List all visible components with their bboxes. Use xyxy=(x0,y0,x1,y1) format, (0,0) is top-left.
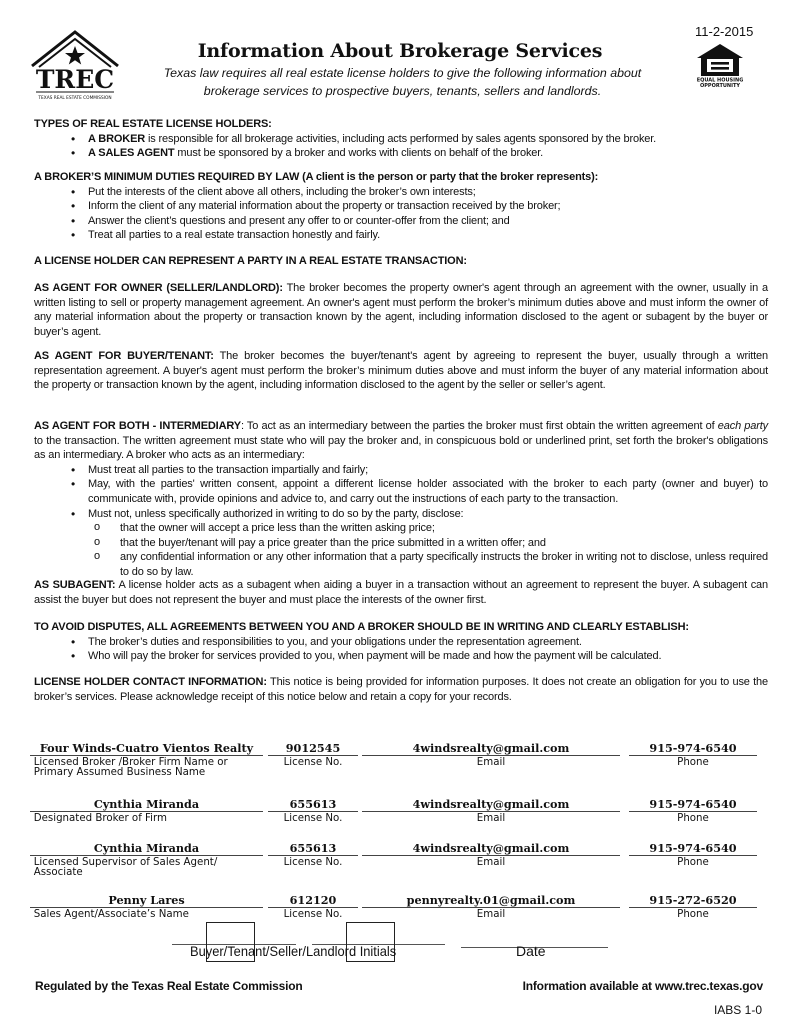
section-license-types xyxy=(34,117,768,161)
contact-row-sales-agent xyxy=(0,893,800,937)
field-label: License No. xyxy=(283,855,343,868)
email-value: 4windsrealty@gmail.com xyxy=(412,797,570,811)
license-number: 655613 xyxy=(289,841,337,855)
designated-broker-name: Cynthia Miranda xyxy=(93,797,200,811)
field-label: Sales Agent/Associate’s Name xyxy=(33,907,189,920)
field-label: License No. xyxy=(283,907,343,920)
phone-value: 915-974-6540 xyxy=(649,797,737,811)
page-title: Information About Brokerage Services xyxy=(197,40,603,62)
email-value: pennyrealty.01@gmail.com xyxy=(406,893,576,907)
page-subtitle: Texas law requires all real estate license holders to give the following information about brokerage services to prospective buyers, tenants, sellers and landlords. xyxy=(163,66,642,98)
field-label: Phone xyxy=(677,755,709,768)
trec-logo-icon xyxy=(30,28,120,100)
section-minimum-duties xyxy=(34,170,768,243)
section-agent-for-buyer: AS AGENT FOR BUYER/TENANT: The broker becomes the buyer/tenant's agent by agreeing to represent the buyer, usually through a written representation agreement. A buyer's agent must perform the broker’s minimum duties above and must inform the buyer of any material information about the property or transaction known by the agent, including information disclosed to the agent by the seller or seller’s agent. xyxy=(34,350,768,392)
section-contact-information: LICENSE HOLDER CONTACT INFORMATION: This notice is being provided for information purposes. It does not create an obligation for you to use the broker’s services. Please acknowledge receipt of this notice below and retain a copy for your records. xyxy=(34,676,768,703)
date-label: Date xyxy=(516,943,546,959)
phone-value: 915-974-6540 xyxy=(649,741,737,755)
list-item: • Who will pay the broker for services provided to you, when payment will be made and how the payment will be calculated. xyxy=(88,649,768,664)
svg-text:OPPORTUNITY: OPPORTUNITY xyxy=(699,83,741,88)
section-agent-for-owner: AS AGENT FOR OWNER (SELLER/LANDLORD): The broker becomes the property owner's agent through an agreement with the owner, usually in a written listing to sell or property management agreement. An owner's agent must perform the broker’s minimum duties above and must inform the owner of any material information about the property or transaction known by the agent, including information disclosed to the agent or subagent by the buyer or buyer’s agent. xyxy=(34,282,768,338)
section-heading: TO AVOID DISPUTES, ALL AGREEMENTS BETWEEN YOU AND A BROKER SHOULD BE IN WRITING AND CLEARLY ESTABLISH: xyxy=(34,621,689,633)
field-label: Email xyxy=(476,811,506,824)
footer-regulated-by: Regulated by the Texas Real Estate Commission xyxy=(35,979,303,993)
field-label: Email xyxy=(476,855,506,868)
section-subagent: AS SUBAGENT: A license holder acts as a subagent when aiding a buyer in a transaction without an agreement to represent the buyer. A subagent can assist the buyer but does not represent the buyer and must place the interests of the owner first. xyxy=(34,579,768,606)
svg-text:TEXAS REAL ESTATE COMMISSION: TEXAS REAL ESTATE COMMISSION xyxy=(38,96,112,100)
list-item: • A BROKER is responsible for all brokerage activities, including acts performed by sales agents sponsored by the broker. xyxy=(88,132,768,147)
list-item: • Put the interests of the client above all others, including the broker’s own interests; xyxy=(88,185,768,200)
contact-row-licensed-supervisor xyxy=(0,841,800,885)
list-item: • Must treat all parties to the transaction impartially and fairly; xyxy=(88,463,768,478)
email-value: 4windsrealty@gmail.com xyxy=(412,841,570,855)
section-heading: TYPES OF REAL ESTATE LICENSE HOLDERS: xyxy=(34,118,272,130)
section-heading-represent: A LICENSE HOLDER CAN REPRESENT A PARTY IN A REAL ESTATE TRANSACTION: xyxy=(34,255,467,267)
svg-text:TREC: TREC xyxy=(35,65,115,94)
footer-website-info: Information available at www.trec.texas.gov xyxy=(522,979,763,993)
field-label: Phone xyxy=(677,907,709,920)
field-label: Licensed Broker /Broker Firm Name or Primary Assumed Business Name xyxy=(33,755,228,778)
trec-logo xyxy=(30,28,120,100)
revision-date: 11-2-2015 xyxy=(695,24,754,39)
list-item: • Inform the client of any material information about the property or transaction received by the broker; xyxy=(88,199,768,214)
contact-row-broker-firm xyxy=(0,741,800,785)
field-label: Email xyxy=(476,755,506,768)
phone-value: 915-272-6520 xyxy=(649,893,737,907)
field-label: Phone xyxy=(677,855,709,868)
field-label: License No. xyxy=(283,755,343,768)
field-label: Designated Broker of Firm xyxy=(33,811,168,824)
field-label: Phone xyxy=(677,811,709,824)
section-intermediary: AS AGENT FOR BOTH - INTERMEDIARY: To act as an intermediary between the parties the broker must first obtain the written agreement of each party to the transaction. The written agreement must state who will pay the broker and, in conspicuous bold or underlined print, set forth the broker's obligations as an intermediary. A broker who acts as an intermediary: • Must treat all parties to the transaction impartially and fairly; • May, with the parties' written consent, appoint a different license holder associated with the broker to each party (owner and buyer) to communicate with, provide opinions and advice to, and carry out the instructions of each party to the transaction. • Must not, unless specifically authorized in writing to do so by the party, disclose: o that the owner will accept a price less than the written asking price; o that the buyer/tenant will pay a price greater than the price submitted in a written offer; and o any confidential information or any other information that a party specifically instructs the broker in writing not to disclose, unless required to do so by law. xyxy=(34,419,768,580)
section-heading: A BROKER’S MINIMUM DUTIES REQUIRED BY LAW (A client is the person or party that the broker represents): xyxy=(34,171,599,183)
svg-text:EQUAL HOUSING: EQUAL HOUSING xyxy=(696,77,744,84)
sales-agent-name: Penny Lares xyxy=(108,893,185,907)
sub-list-item: o any confidential information or any other information that a party specifically instructs the broker in writing not to disclose, unless required to do so by law. xyxy=(120,550,768,579)
form-identifier: IABS 1-0 xyxy=(713,1003,762,1017)
field-label: Licensed Supervisor of Sales Agent/ Associate xyxy=(33,855,218,878)
initials-label: Buyer/Tenant/Seller/Landlord Initials xyxy=(190,943,397,959)
field-label: License No. xyxy=(283,811,343,824)
field-label: Email xyxy=(476,907,506,920)
list-item: • The broker’s duties and responsibilities to you, and your obligations under the representation agreement. xyxy=(88,635,768,650)
contact-row-designated-broker xyxy=(0,797,800,841)
sub-list-item: o that the buyer/tenant will pay a price greater than the price submitted in a written offer; and xyxy=(120,536,768,551)
phone-value: 915-974-6540 xyxy=(649,841,737,855)
broker-firm-name: Four Winds-Cuatro Vientos Realty xyxy=(39,741,254,755)
list-item: • Answer the client’s questions and present any offer to or counter-offer from the client; and xyxy=(88,214,768,229)
sub-list-item: o that the owner will accept a price less than the written asking price; xyxy=(120,521,768,536)
supervisor-name: Cynthia Miranda xyxy=(93,841,200,855)
section-avoid-disputes xyxy=(34,620,768,664)
list-item: • Must not, unless specifically authorized in writing to do so by the party, disclose: o that the owner will accept a price less than the written asking price; o that the buyer/tenant will pay a price greater than the price submitted in a written offer; and o any confidential information or any other information that a party specifically instructs the broker in writing not to disclose, unless required to do so by law. xyxy=(88,507,768,580)
list-item: • A SALES AGENT must be sponsored by a broker and works with clients on behalf of the broker. xyxy=(88,146,768,161)
email-value: 4windsrealty@gmail.com xyxy=(412,741,570,755)
list-item: • Treat all parties to a real estate transaction honestly and fairly. xyxy=(88,228,768,243)
equal-housing-icon xyxy=(694,42,746,88)
equal-housing-logo xyxy=(694,42,746,88)
license-number: 9012545 xyxy=(285,741,341,755)
license-number: 655613 xyxy=(289,797,337,811)
license-number: 612120 xyxy=(289,893,337,907)
list-item: • May, with the parties' written consent, appoint a different license holder associated with the broker to each party (owner and buyer) to communicate with, provide opinions and advice to, and carry out the instructions of each party to the transaction. xyxy=(88,477,768,506)
